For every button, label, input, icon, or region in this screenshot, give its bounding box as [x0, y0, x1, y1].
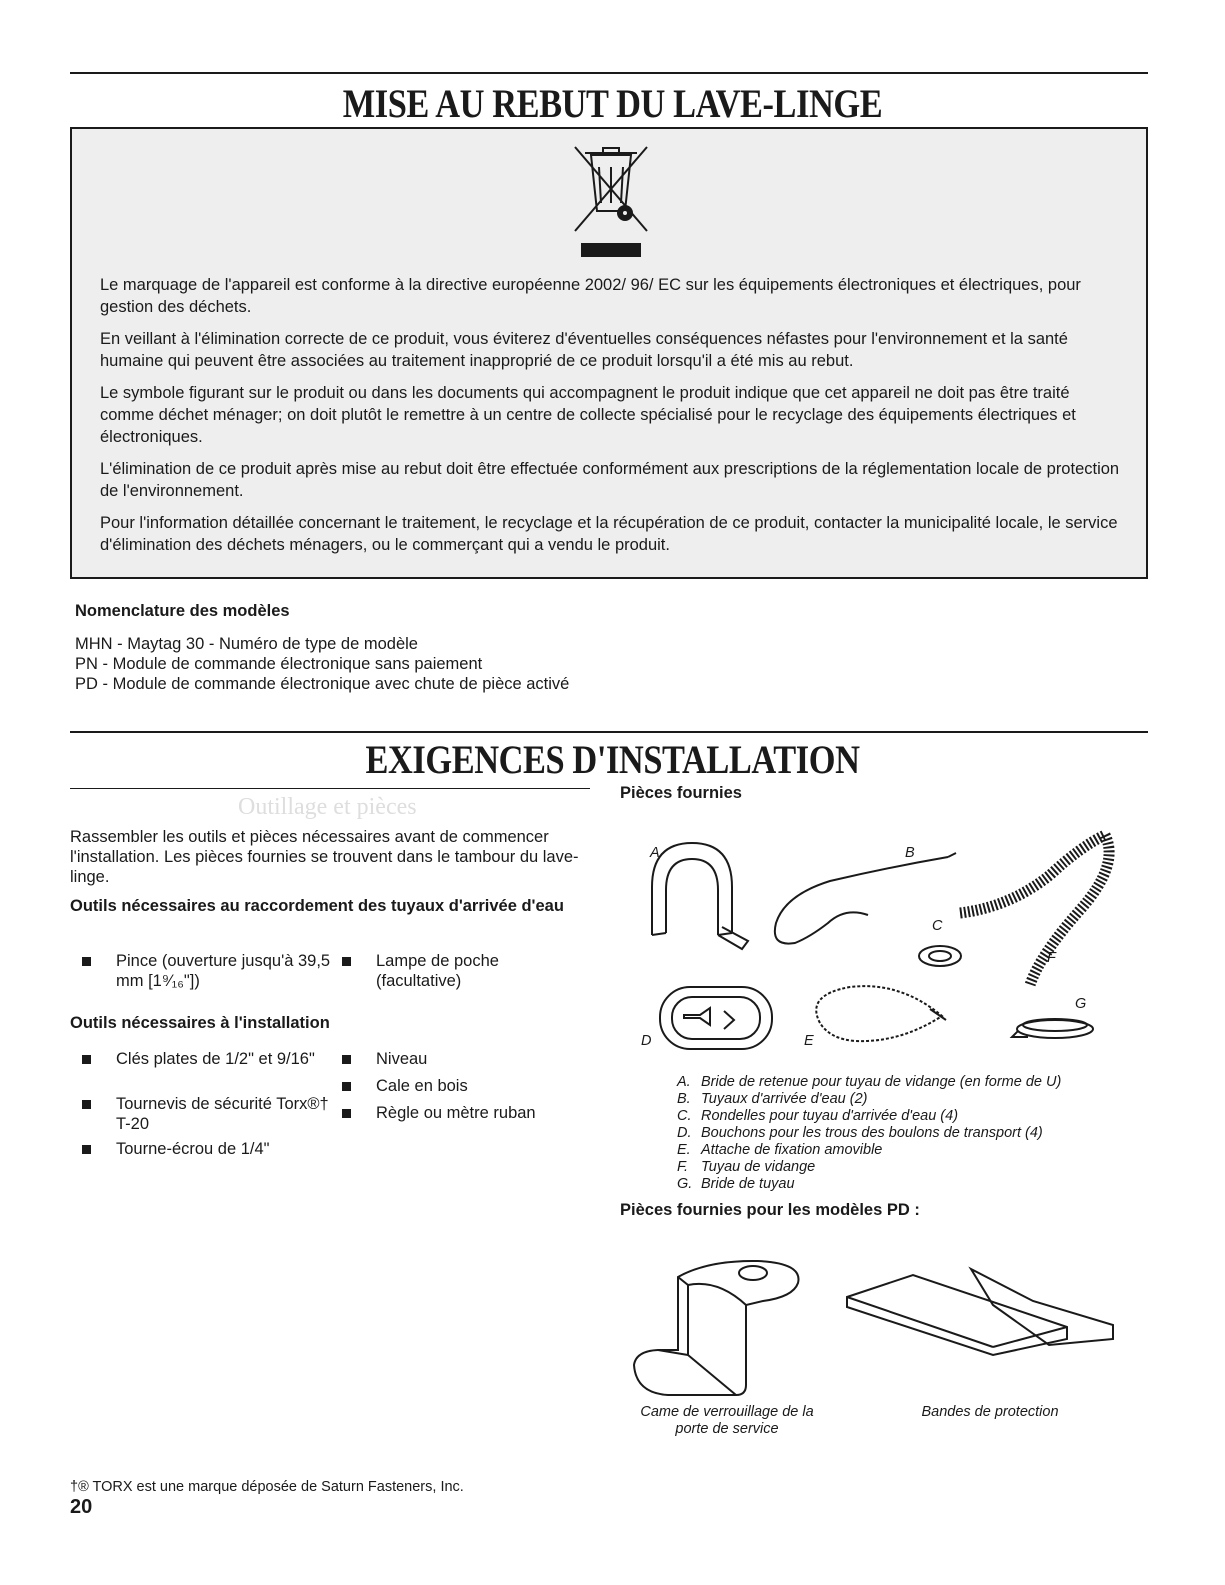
legend-item: A. Bride de retenue pour tuyau de vidange (en forme de U): [677, 1074, 1062, 1090]
page-number: 20: [70, 1496, 93, 1518]
part-label: F: [1047, 950, 1056, 966]
pd-parts-heading: Pièces fournies pour les modèles PD :: [620, 1201, 920, 1219]
legend-item: F. Tuyau de vidange: [677, 1159, 816, 1175]
trademark-note: †® TORX est une marque déposée de Saturn Fasteners, Inc.: [70, 1479, 464, 1495]
tools-install-heading: Outils nécessaires à l'installation: [70, 1014, 330, 1032]
disposal-box: [70, 127, 1148, 579]
tool-item: Pince (ouverture jusqu'à 39,5 mm [1⁹⁄₁₆"]): [70, 951, 336, 991]
protective-strips-caption: Bandes de protection: [921, 1404, 1059, 1420]
part-label: E: [804, 1033, 814, 1049]
nomenclature-line: MHN - Maytag 30 - Numéro de type de modèle: [75, 635, 418, 653]
door-lock-cam-caption: Came de verrouillage de la porte de service: [640, 1404, 814, 1437]
tool-item: Clés plates de 1/2" et 9/16": [70, 1049, 331, 1069]
part-label: C: [932, 918, 943, 934]
bullet-icon: [342, 1082, 351, 1091]
part-label: A: [650, 845, 660, 861]
bullet-icon: [82, 1100, 91, 1109]
subsection-rule: [70, 788, 590, 789]
subsection-title: Outillage et pièces: [238, 794, 417, 820]
bullet-icon: [82, 957, 91, 966]
legend-item: C. Rondelles pour tuyau d'arrivée d'eau (4): [677, 1108, 959, 1124]
tool-item: Niveau: [330, 1049, 576, 1069]
disposal-paragraph: Le symbole figurant sur le produit ou dans les documents qui accompagnent le produit indique que cet appareil ne doit pas être traité comme déchet ménager; on doit plutôt le remettre à un centre de collecte spécialisé pour le recyclage des équipements électriques et électroniques.: [100, 384, 1076, 446]
part-label: B: [905, 845, 915, 861]
bullet-icon: [82, 1145, 91, 1154]
tool-item: Règle ou mètre ruban: [330, 1103, 576, 1123]
legend-item: G. Bride de tuyau: [677, 1176, 795, 1192]
disposal-paragraph: L'élimination de ce produit après mise au rebut doit être effectuée conformément aux prescriptions de la réglementation locale de protection de l'environnement.: [100, 460, 1120, 500]
weee-bin-icon: [571, 145, 651, 260]
section-title-disposal: MISE AU REBUT DU LAVE-LINGE: [342, 81, 883, 126]
bullet-icon: [342, 1055, 351, 1064]
bullet-icon: [342, 957, 351, 966]
tool-item: Lampe de poche (facultative): [330, 951, 576, 991]
nomenclature-line: PN - Module de commande électronique sans paiement: [75, 655, 483, 673]
supplied-parts-illustration: [630, 815, 1130, 1060]
legend-item: E. Attache de fixation amovible: [677, 1142, 883, 1158]
tool-item: Cale en bois: [330, 1076, 576, 1096]
nomenclature-heading: Nomenclature des modèles: [75, 602, 290, 620]
parts-heading: Pièces fournies: [620, 784, 742, 802]
intro-text: Rassembler les outils et pièces nécessaires avant de commencer l'installation. Les pièces fournies se trouvent dans le tambour du lave-linge.: [70, 828, 579, 886]
disposal-paragraph: Pour l'information détaillée concernant le traitement, le recyclage et la récupération de ce produit, contacter la municipalité locale, le service d'élimination des déchets ménagers, ou le commerçant qui a vendu le produit.: [100, 514, 1118, 554]
disposal-text: [100, 274, 1120, 566]
disposal-paragraph: En veillant à l'élimination correcte de ce produit, vous éviterez d'éventuelles conséquences néfastes pour l'environnement et la santé humaine qui peuvent être associées au traitement inapproprié de ce produit lorsqu'il a été mis au rebut.: [100, 330, 1068, 370]
tools-water-heading: Outils nécessaires au raccordement des tuyaux d'arrivée d'eau: [70, 897, 564, 915]
tool-item: Tourne-écrou de 1/4": [70, 1139, 331, 1159]
disposal-paragraph: Le marquage de l'appareil est conforme à la directive européenne 2002/ 96/ EC sur les équipements électroniques et électriques, pour gestion des déchets.: [100, 276, 1081, 316]
legend-item: D. Bouchons pour les trous des boulons de transport (4): [677, 1125, 1043, 1141]
section-rule: [70, 731, 1148, 733]
protective-strips-illustration: [843, 1265, 1123, 1375]
nomenclature-line: PD - Module de commande électronique avec chute de pièce activé: [75, 675, 570, 693]
part-label: G: [1075, 996, 1087, 1012]
top-rule: [70, 72, 1148, 74]
legend-item: B. Tuyaux d'arrivée d'eau (2): [677, 1091, 868, 1107]
bullet-icon: [342, 1109, 351, 1118]
parts-legend: [677, 1074, 1061, 1193]
section-title-installation: EXIGENCES D'INSTALLATION: [365, 737, 860, 782]
tool-item: Tournevis de sécurité Torx®† T-20: [70, 1094, 331, 1134]
door-lock-cam-illustration: [628, 1255, 828, 1405]
bullet-icon: [82, 1055, 91, 1064]
part-label: D: [641, 1033, 652, 1049]
